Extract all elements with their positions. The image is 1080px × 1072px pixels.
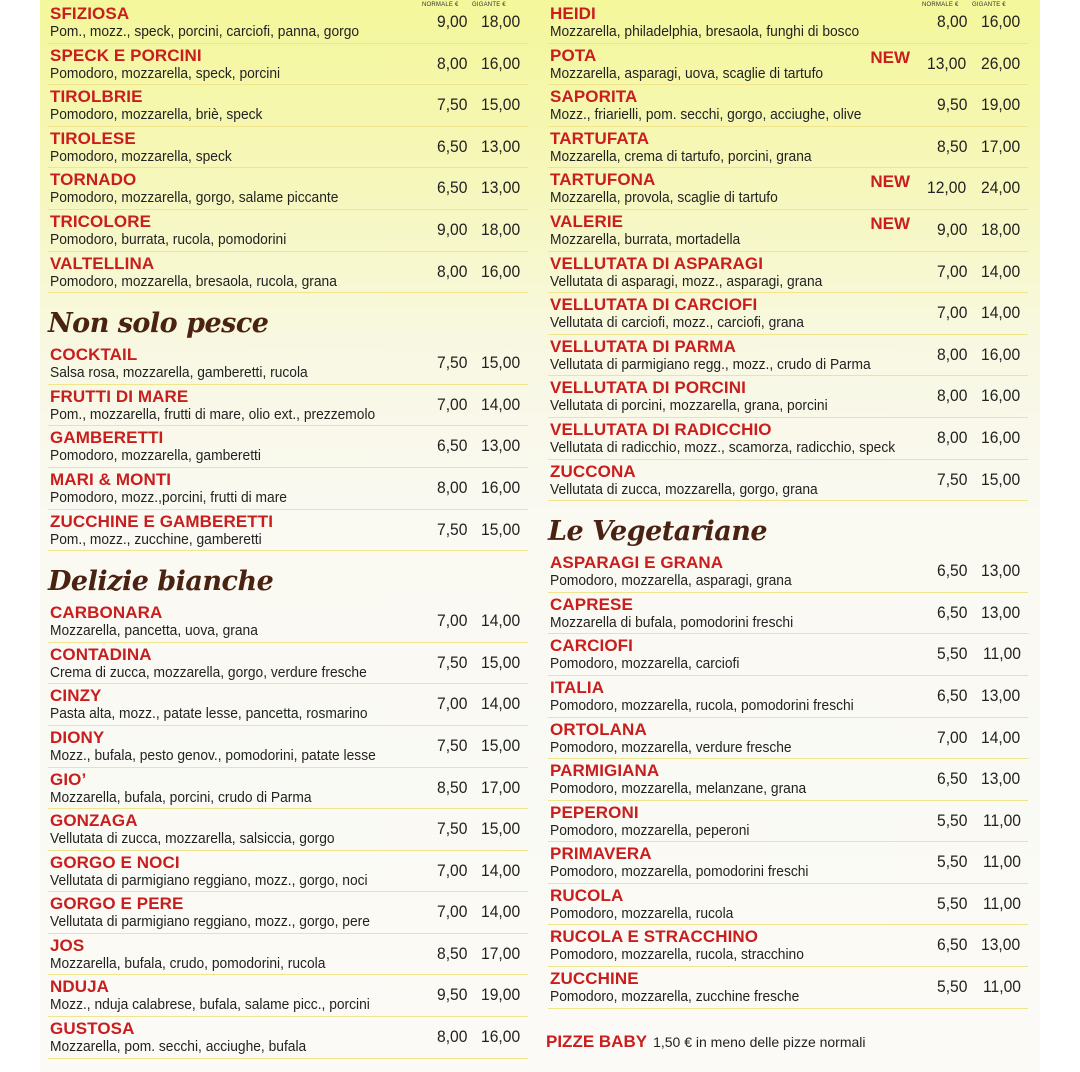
price-normale: 6,50 <box>936 561 968 581</box>
menu-item-name: CARBONARA <box>50 603 163 623</box>
menu-item-name: PARMIGIANA <box>550 761 660 781</box>
menu-item-description: Vellutata di porcini, mozzarella, grana, porcini <box>550 397 828 415</box>
menu-item <box>48 2 528 44</box>
menu-item-name: MARI & MONTI <box>50 469 172 489</box>
price-normale: 8,00 <box>936 344 968 364</box>
price-gigante: 16,00 <box>481 53 521 73</box>
menu-item <box>48 601 528 643</box>
price-normale: 5,50 <box>936 810 968 830</box>
menu-item-description: Mozz., friarielli, pom. secchi, gorgo, acciughe, olive <box>550 106 862 124</box>
menu-item-description: Pomodoro, mozzarella, verdure fresche <box>550 738 792 756</box>
menu-item-description: Mozzarella, crema di tartufo, porcini, grana <box>550 147 812 165</box>
menu-item-description: Vellutata di carciofi, mozz., carciofi, grana <box>550 314 804 332</box>
price-gigante: 13,00 <box>981 602 1021 622</box>
menu-item <box>548 168 1028 210</box>
price-normale: 7,00 <box>436 694 468 714</box>
price-gigante: 19,00 <box>981 95 1021 115</box>
footer-label: PIZZE BABY <box>546 1032 648 1051</box>
price-normale: 8,00 <box>436 1027 468 1047</box>
price-gigante: 15,00 <box>481 95 521 115</box>
menu-item <box>48 168 528 210</box>
menu-item-description: Mozzarella, pom. secchi, acciughe, bufala <box>50 1038 307 1056</box>
menu-item-description: Pomodoro, mozzarella, asparagi, grana <box>550 572 792 590</box>
menu-item-name: ITALIA <box>550 677 605 697</box>
menu-item <box>48 1017 528 1059</box>
menu-item <box>548 335 1028 377</box>
price-normale: 9,50 <box>936 95 968 115</box>
new-badge: NEW <box>870 213 910 233</box>
menu-item <box>48 44 528 86</box>
price-normale: 5,50 <box>936 644 968 664</box>
price-normale: 13,00 <box>927 53 967 73</box>
price-gigante: 14,00 <box>481 694 521 714</box>
new-badge: NEW <box>870 172 910 192</box>
menu-item <box>48 975 528 1017</box>
menu-item-name: VELLUTATA DI RADICCHIO <box>550 419 772 439</box>
menu-item-description: Pomodoro, mozzarella, zucchine fresche <box>550 988 800 1006</box>
menu-item-name: GUSTOSA <box>50 1019 135 1039</box>
price-normale: 7,50 <box>436 819 468 839</box>
menu-item <box>548 593 1028 635</box>
menu-item <box>548 127 1028 169</box>
price-gigante: 15,00 <box>481 519 521 539</box>
menu-item-name: GAMBERETTI <box>50 428 164 448</box>
menu-item <box>548 376 1028 418</box>
menu-item <box>48 892 528 934</box>
menu-item-description: Mozzarella, pancetta, uova, grana <box>50 622 258 640</box>
menu-item-description: Vellutata di zucca, mozzarella, salsiccia, gorgo <box>50 830 335 848</box>
menu-item-description: Mozz., bufala, pesto genov., pomodorini, patate lesse <box>50 746 376 764</box>
price-gigante: 11,00 <box>982 977 1021 997</box>
price-gigante: 19,00 <box>481 985 521 1005</box>
menu-item-description: Mozzarella, bufala, porcini, crudo di Parma <box>50 788 312 806</box>
price-gigante: 16,00 <box>481 261 521 281</box>
footer-text: 1,50 € in meno delle pizze normali <box>653 1034 866 1050</box>
menu-item-description: Pomodoro, burrata, rucola, pomodorini <box>50 230 287 248</box>
menu-item-description: Vellutata di parmigiano regg., mozz., crudo di Parma <box>550 355 871 373</box>
menu-item <box>548 551 1028 593</box>
price-normale: 7,00 <box>936 303 968 323</box>
menu-item-name: GORGO E NOCI <box>50 852 180 872</box>
menu-item-description: Pom., mozzarella, frutti di mare, olio ext., prezzemolo <box>50 405 376 423</box>
price-gigante: 16,00 <box>981 427 1021 447</box>
menu-item-description: Vellutata di asparagi, mozz., asparagi, grana <box>550 272 823 290</box>
new-badge: NEW <box>870 47 910 67</box>
menu-item-description: Pomodoro, mozzarella, rucola <box>550 904 734 922</box>
price-normale: 9,00 <box>936 219 968 239</box>
price-normale: 6,50 <box>936 602 968 622</box>
menu-item-description: Pomodoro, mozzarella, gorgo, salame piccante <box>50 189 339 207</box>
menu-item-name: GONZAGA <box>50 811 138 831</box>
menu-item <box>48 252 528 294</box>
menu-item-description: Pomodoro, mozzarella, rucola, pomodorini freschi <box>550 696 854 714</box>
menu-item-name: CONTADINA <box>50 644 152 664</box>
menu-item <box>548 884 1028 926</box>
menu-item-name: FRUTTI DI MARE <box>50 386 189 406</box>
price-normale: 7,50 <box>436 95 468 115</box>
price-normale: 5,50 <box>936 977 968 997</box>
menu-item-description: Mozzarella, burrata, mortadella <box>550 230 741 248</box>
menu-item-description: Vellutata di parmigiano reggiano, mozz., gorgo, noci <box>50 871 368 889</box>
price-normale: 7,50 <box>436 353 468 373</box>
price-normale: 9,00 <box>436 12 468 31</box>
price-normale: 12,00 <box>927 178 967 198</box>
menu-item <box>548 2 1028 44</box>
price-gigante: 14,00 <box>481 394 521 414</box>
menu-item-description: Pomodoro, mozzarella, pomodorini freschi <box>550 863 809 881</box>
menu-item <box>548 925 1028 967</box>
price-gigante: 16,00 <box>481 477 521 497</box>
menu-item <box>548 842 1028 884</box>
menu-column-right <box>540 0 1040 1072</box>
price-normale: 8,00 <box>936 386 968 406</box>
menu-item-description: Vellutata di parmigiano reggiano, mozz., gorgo, pere <box>50 913 370 931</box>
menu-item-description: Salsa rosa, mozzarella, gamberetti, rucola <box>50 364 308 382</box>
price-normale: 8,00 <box>436 53 468 73</box>
menu-item-name: JOS <box>50 935 85 955</box>
menu-item <box>48 85 528 127</box>
price-gigante: 18,00 <box>481 219 521 239</box>
menu-item-name: VELLUTATA DI ASPARAGI <box>550 253 764 273</box>
price-gigante: 11,00 <box>982 852 1021 872</box>
section-heading <box>48 293 528 343</box>
menu-item-description: Pasta alta, mozz., patate lesse, pancetta, rosmarino <box>50 705 368 723</box>
menu-item-description: Vellutata di radicchio, mozz., scamorza, radicchio, speck <box>550 438 896 456</box>
price-gigante: 16,00 <box>981 344 1021 364</box>
menu-item <box>48 510 528 552</box>
menu-item-description: Pomodoro, mozzarella, speck, porcini <box>50 64 281 82</box>
menu-item-name: COCKTAIL <box>50 345 138 365</box>
menu-item <box>548 85 1028 127</box>
price-normale: 7,00 <box>436 902 468 922</box>
menu-item <box>548 418 1028 460</box>
menu-item-description: Vellutata di zucca, mozzarella, gorgo, grana <box>550 480 818 498</box>
price-gigante: 13,00 <box>981 561 1021 581</box>
price-normale: 6,50 <box>936 769 968 789</box>
menu-item-name: TORNADO <box>50 170 137 190</box>
price-gigante: 11,00 <box>982 810 1021 830</box>
price-normale: 7,00 <box>436 860 468 880</box>
price-header-normale: NORMALE € <box>422 2 459 8</box>
price-gigante: 14,00 <box>981 261 1021 281</box>
price-gigante: 17,00 <box>481 943 521 963</box>
footer-note <box>546 1032 866 1052</box>
price-gigante: 15,00 <box>481 819 521 839</box>
menu-item-description: Crema di zucca, mozzarella, gorgo, verdure fresche <box>50 663 367 681</box>
menu-item <box>548 718 1028 760</box>
price-gigante: 16,00 <box>981 386 1021 406</box>
menu-item <box>548 759 1028 801</box>
price-gigante: 13,00 <box>481 178 521 198</box>
menu-item-name: VELLUTATA DI PARMA <box>550 336 736 356</box>
price-gigante: 15,00 <box>481 353 521 373</box>
menu-item-description: Mozzarella, philadelphia, bresaola, funghi di bosco <box>550 23 860 40</box>
price-normale: 7,00 <box>936 727 968 747</box>
menu-item-name: TIROLESE <box>50 128 136 148</box>
section-title: Delizie bianche <box>48 566 274 598</box>
menu-item <box>548 252 1028 294</box>
menu-item-name: TIROLBRIE <box>50 87 143 107</box>
price-normale: 9,00 <box>436 219 468 239</box>
menu-item-name: CAPRESE <box>550 594 633 614</box>
menu-list-right <box>548 2 1028 1009</box>
price-gigante: 16,00 <box>981 12 1021 31</box>
section-title: Le Vegetariane <box>548 516 768 548</box>
menu-item-name: TARTUFONA <box>550 170 656 190</box>
price-normale: 8,50 <box>436 777 468 797</box>
price-gigante: 15,00 <box>481 652 521 672</box>
menu-item-name: VALERIE <box>550 211 624 231</box>
menu-item <box>548 460 1028 502</box>
price-normale: 7,00 <box>436 611 468 631</box>
price-gigante: 15,00 <box>981 469 1021 489</box>
price-gigante: 17,00 <box>981 136 1021 156</box>
menu-item-description: Pomodoro, mozzarella, melanzane, grana <box>550 780 807 798</box>
menu-item-name: ASPARAGI E GRANA <box>550 553 724 573</box>
price-gigante: 14,00 <box>481 902 521 922</box>
menu-item <box>48 809 528 851</box>
menu-item-description: Pomodoro, mozz.,porcini, frutti di mare <box>50 488 287 506</box>
price-normale: 7,50 <box>436 652 468 672</box>
menu-item-name: VALTELLINA <box>50 253 155 273</box>
price-gigante: 18,00 <box>481 12 521 31</box>
price-gigante: 14,00 <box>981 727 1021 747</box>
menu-item-name: PEPERONI <box>550 802 639 822</box>
price-gigante: 26,00 <box>981 53 1021 73</box>
menu-item-name: ORTOLANA <box>550 719 647 739</box>
price-gigante: 17,00 <box>481 777 521 797</box>
price-gigante: 16,00 <box>481 1027 521 1047</box>
menu-item-name: TARTUFATA <box>550 128 650 148</box>
menu-item <box>48 343 528 385</box>
menu-item-description: Mozz., nduja calabrese, bufala, salame picc., porcini <box>50 996 370 1014</box>
price-header-normale: NORMALE € <box>922 2 959 8</box>
price-normale: 8,00 <box>436 477 468 497</box>
price-normale: 7,50 <box>936 469 968 489</box>
price-normale: 8,00 <box>436 261 468 281</box>
menu-item <box>548 210 1028 252</box>
price-normale: 6,50 <box>436 436 468 456</box>
menu-item-name: NDUJA <box>50 977 110 997</box>
menu-item-name: RUCOLA E STRACCHINO <box>550 927 759 947</box>
section-heading <box>548 501 1028 551</box>
menu-item-name: POTA <box>550 45 597 65</box>
menu-item-name: GIO’ <box>50 769 87 789</box>
menu-item <box>48 127 528 169</box>
menu-item <box>48 643 528 685</box>
menu-item <box>48 851 528 893</box>
price-normale: 6,50 <box>436 136 468 156</box>
price-gigante: 14,00 <box>981 303 1021 323</box>
price-normale: 5,50 <box>936 852 968 872</box>
menu-item-name: CINZY <box>50 686 102 706</box>
menu-item <box>548 293 1028 335</box>
menu-item-name: PRIMAVERA <box>550 844 652 864</box>
menu-item <box>548 676 1028 718</box>
menu-item <box>48 726 528 768</box>
price-gigante: 18,00 <box>981 219 1021 239</box>
section-heading <box>48 551 528 601</box>
price-normale: 8,00 <box>936 427 968 447</box>
price-gigante: 15,00 <box>481 735 521 755</box>
price-header-gigante: GIGANTE € <box>472 2 506 8</box>
menu-item <box>48 210 528 252</box>
menu-item <box>48 768 528 810</box>
price-normale: 7,00 <box>436 394 468 414</box>
price-gigante: 13,00 <box>481 136 521 156</box>
menu-item-description: Pomodoro, mozzarella, bresaola, rucola, grana <box>50 272 337 290</box>
menu-item-name: CARCIOFI <box>550 636 633 656</box>
menu-item-name: ZUCCONA <box>550 461 636 481</box>
menu-item <box>548 44 1028 86</box>
menu-item <box>48 468 528 510</box>
menu-item-description: Pomodoro, mozzarella, carciofi <box>550 655 740 673</box>
price-normale: 8,50 <box>936 136 968 156</box>
menu-item-description: Pomodoro, mozzarella, rucola, stracchino <box>550 946 804 964</box>
price-gigante: 14,00 <box>481 611 521 631</box>
menu-item-name: DIONY <box>50 727 105 747</box>
price-normale: 7,50 <box>436 519 468 539</box>
price-normale: 9,50 <box>436 985 468 1005</box>
section-title: Non solo pesce <box>48 308 269 340</box>
menu-item-description: Pom., mozz., zucchine, gamberetti <box>50 530 262 548</box>
price-gigante: 11,00 <box>982 644 1021 664</box>
price-gigante: 13,00 <box>981 685 1021 705</box>
price-gigante: 14,00 <box>481 860 521 880</box>
price-normale: 7,00 <box>936 261 968 281</box>
price-normale: 6,50 <box>936 935 968 955</box>
menu-item-description: Pomodoro, mozzarella, speck <box>50 147 232 165</box>
menu-item-name: SPECK E PORCINI <box>50 45 202 65</box>
menu-item-description: Mozzarella, bufala, crudo, pomodorini, rucola <box>50 954 326 972</box>
menu-item-description: Pomodoro, mozzarella, peperoni <box>550 821 750 839</box>
menu-item <box>548 967 1028 1009</box>
menu-item-description: Mozzarella, provola, scaglie di tartufo <box>550 189 778 207</box>
price-normale: 6,50 <box>936 685 968 705</box>
menu-item-name: SAPORITA <box>550 87 638 107</box>
menu-item <box>48 684 528 726</box>
menu-item-name: SFIZIOSA <box>50 4 130 23</box>
menu-item-name: RUCOLA <box>550 885 624 905</box>
price-gigante: 24,00 <box>981 178 1021 198</box>
menu-list-left <box>48 2 528 1059</box>
price-gigante: 13,00 <box>981 769 1021 789</box>
menu-item-name: ZUCCHINE <box>550 969 639 989</box>
price-normale: 8,00 <box>936 12 968 31</box>
price-normale: 5,50 <box>936 893 968 913</box>
price-gigante: 13,00 <box>481 436 521 456</box>
menu-item <box>548 801 1028 843</box>
price-header-gigante: GIGANTE € <box>972 2 1006 8</box>
menu-item-name: TRICOLORE <box>50 211 152 231</box>
menu-item-description: Pom., mozz., speck, porcini, carciofi, panna, gorgo <box>50 23 360 40</box>
menu-item-description: Pomodoro, mozzarella, gamberetti <box>50 447 261 465</box>
menu-item-name: GORGO E PERE <box>50 894 184 914</box>
menu-item <box>48 426 528 468</box>
price-normale: 7,50 <box>436 735 468 755</box>
menu-item-name: ZUCCHINE E GAMBERETTI <box>50 511 274 531</box>
price-gigante: 13,00 <box>981 935 1021 955</box>
menu-column-left <box>40 0 540 1072</box>
menu-item-description: Mozzarella di bufala, pomodorini freschi <box>550 613 794 631</box>
menu-item-description: Pomodoro, mozzarella, briè, speck <box>50 106 263 124</box>
menu-item <box>48 385 528 427</box>
price-normale: 8,50 <box>436 943 468 963</box>
menu-item <box>48 934 528 976</box>
menu-item-name: VELLUTATA DI PORCINI <box>550 378 746 398</box>
menu-item-name: HEIDI <box>550 4 596 23</box>
menu-item-name: VELLUTATA DI CARCIOFI <box>550 295 758 315</box>
menu-item-description: Mozzarella, asparagi, uova, scaglie di tartufo <box>550 64 824 82</box>
price-normale: 6,50 <box>436 178 468 198</box>
menu-item <box>548 634 1028 676</box>
price-gigante: 11,00 <box>982 893 1021 913</box>
